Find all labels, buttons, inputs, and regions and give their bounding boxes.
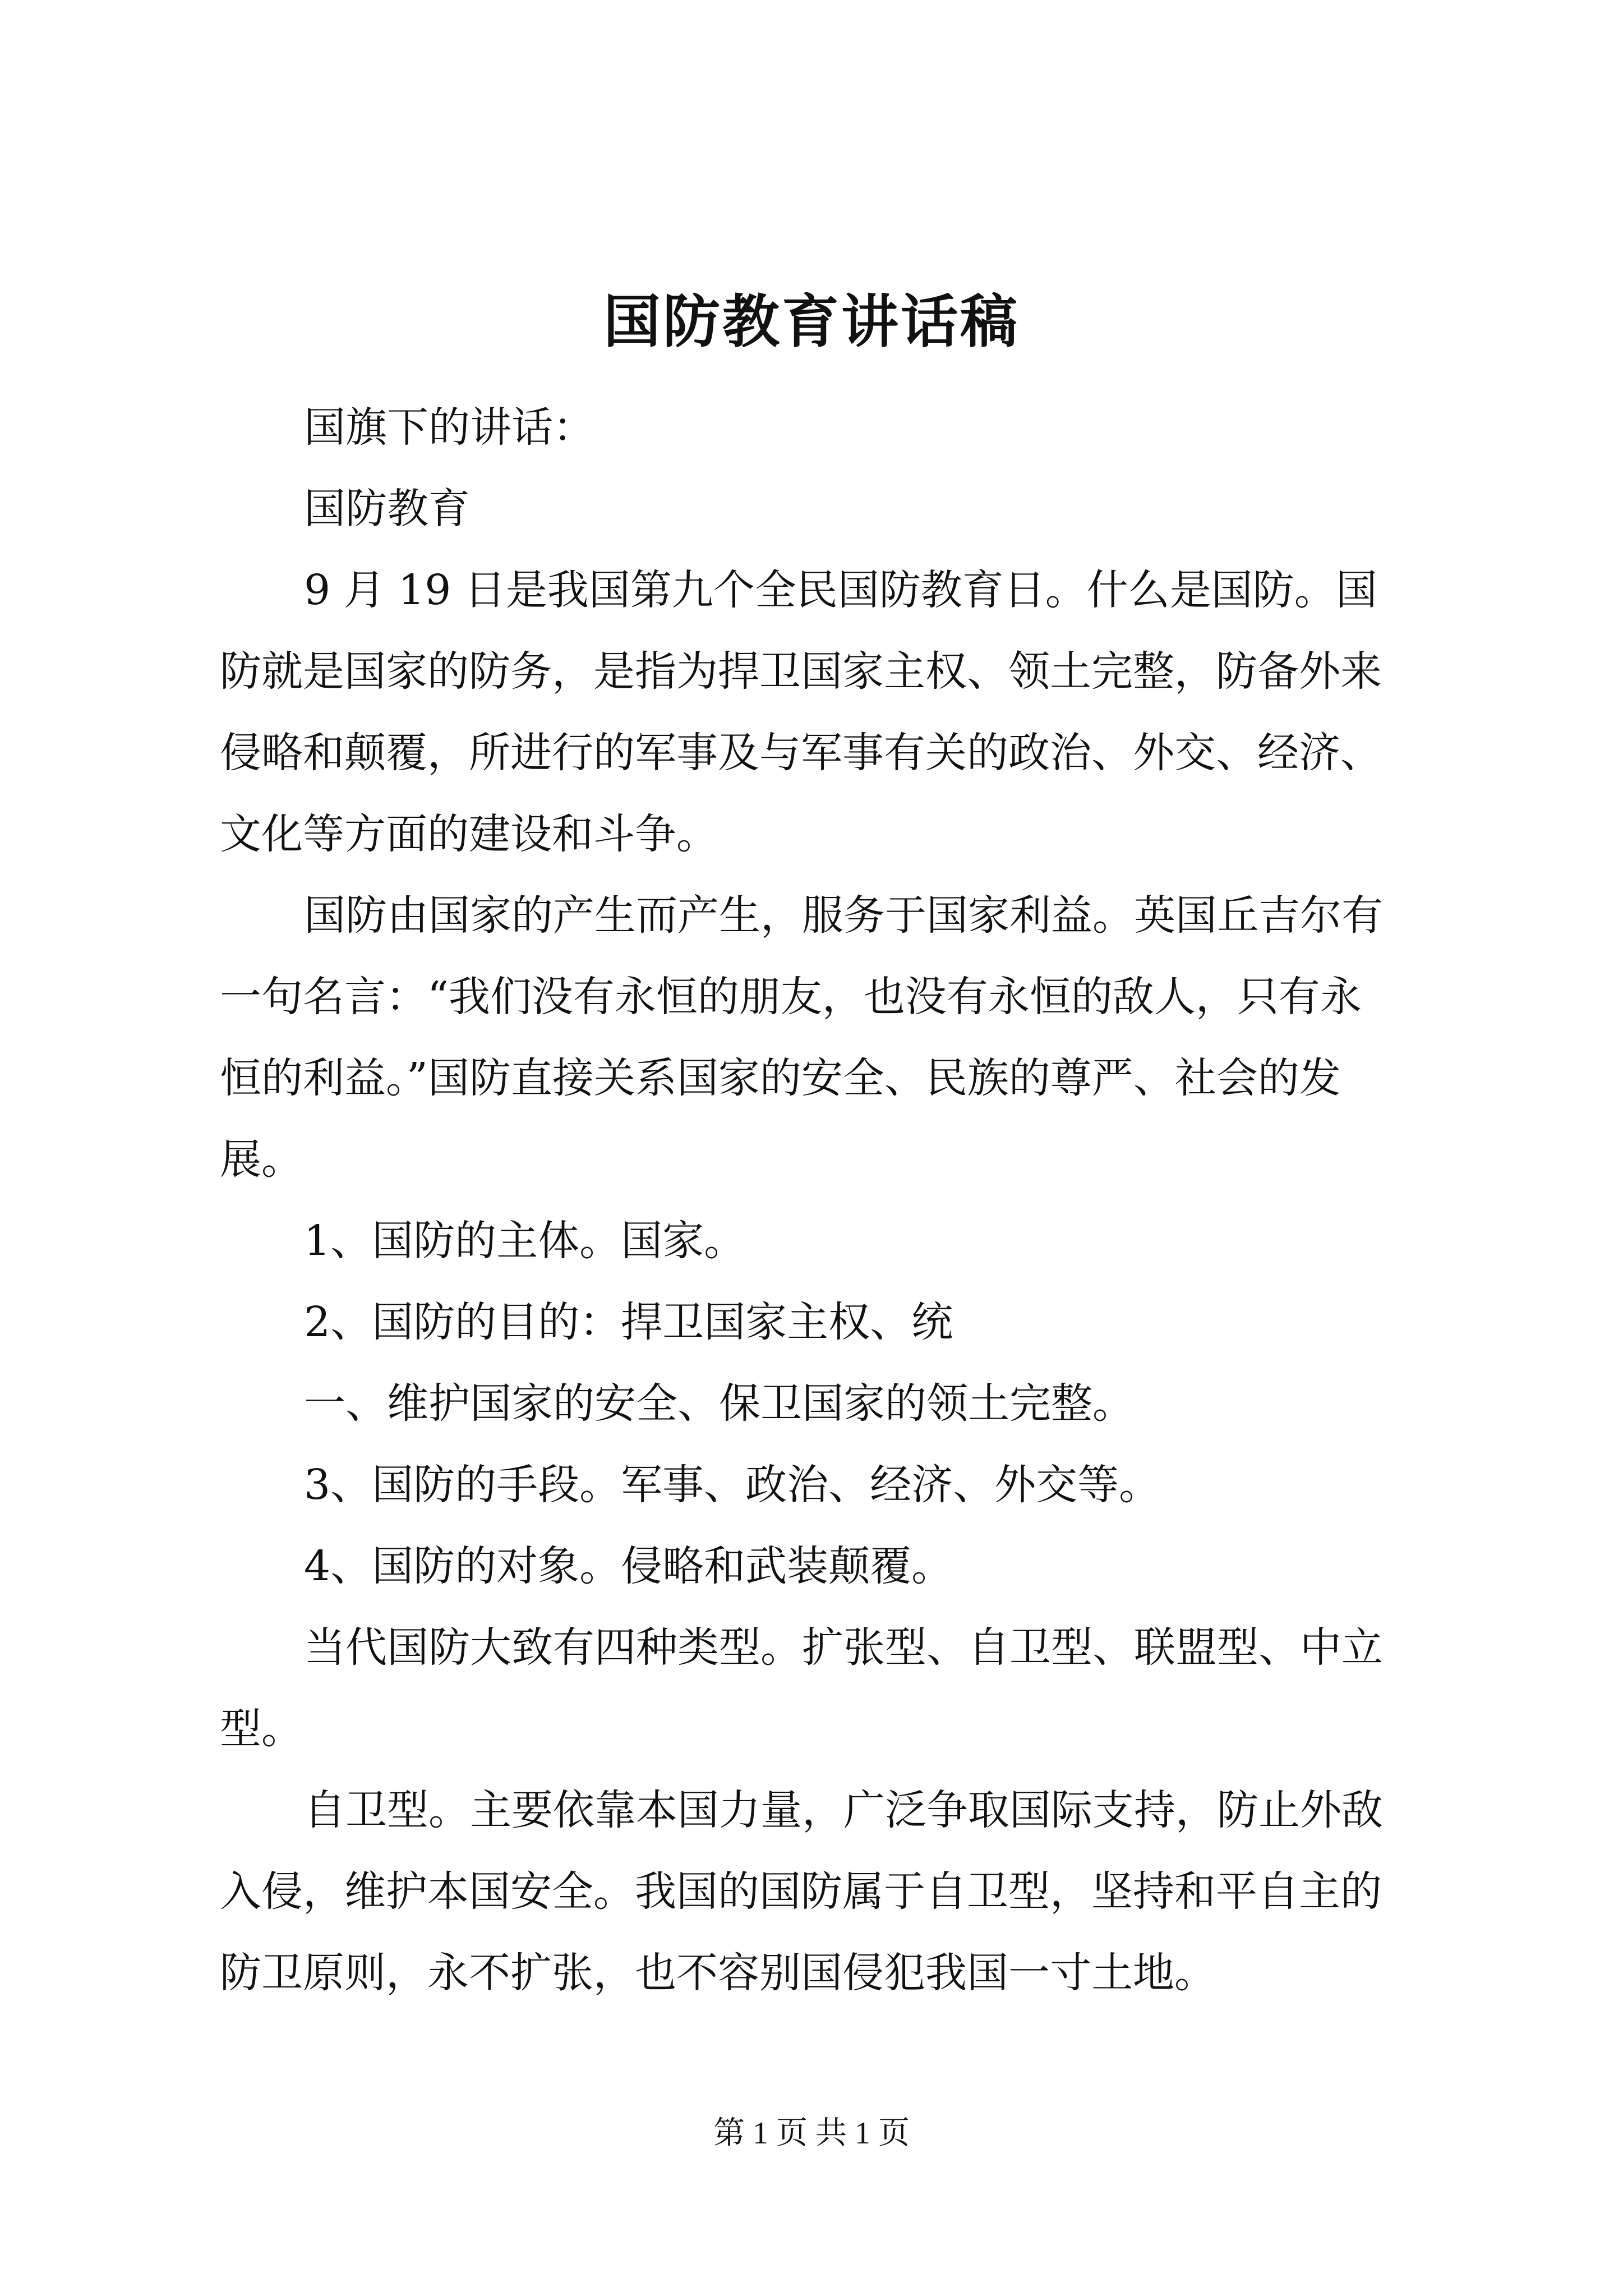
body-line: 国防由国家的产生而产生，服务于国家利益。英国丘吉尔有 xyxy=(304,891,1383,940)
page-number-footer: 第 1 页 共 1 页 xyxy=(713,2116,910,2151)
page-title: 国防教育讲话稿 xyxy=(603,289,1020,356)
body-line: 文化等方面的建设和斗争。 xyxy=(220,810,718,858)
body-line: 恒的利益。”国防直接关系国家的安全、民族的尊严、社会的发 xyxy=(220,1054,1341,1102)
body-line: 2、国防的目的：捍卫国家主权、统 xyxy=(304,1298,953,1346)
document-body xyxy=(220,387,1423,2014)
body-line: 国防教育 xyxy=(304,485,470,533)
body-line: 当代国防大致有四种类型。扩张型、自卫型、联盟型、中立 xyxy=(304,1623,1383,1672)
body-line: 9 月 19 日是我国第九个全民国防教育日。什么是国防。国 xyxy=(304,566,1377,614)
body-line: 3、国防的手段。军事、政治、经济、外交等。 xyxy=(304,1461,1161,1509)
body-line: 防卫原则，永不扩张，也不容别国侵犯我国一寸土地。 xyxy=(220,1949,1216,1997)
body-line: 1、国防的主体。国家。 xyxy=(304,1217,746,1265)
body-line: 型。 xyxy=(220,1705,303,1753)
body-line: 展。 xyxy=(220,1135,303,1184)
body-line: 一句名言：“我们没有永恒的朋友，也没有永恒的敌人，只有永 xyxy=(220,973,1362,1021)
body-line: 4、国防的对象。侵略和武装颠覆。 xyxy=(304,1542,953,1590)
body-line: 侵略和颠覆，所进行的军事及与军事有关的政治、外交、经济、 xyxy=(220,729,1382,777)
body-line: 国旗下的讲话： xyxy=(304,403,594,452)
body-line: 防就是国家的防务，是指为捍卫国家主权、领土完整，防备外来 xyxy=(220,647,1382,696)
body-line: 入侵，维护本国安全。我国的国防属于自卫型，坚持和平自主的 xyxy=(220,1867,1382,1916)
body-line: 一、维护国家的安全、保卫国家的领土完整。 xyxy=(304,1379,1134,1428)
body-line: 自卫型。主要依靠本国力量，广泛争取国际支持，防止外敌 xyxy=(304,1786,1383,1834)
